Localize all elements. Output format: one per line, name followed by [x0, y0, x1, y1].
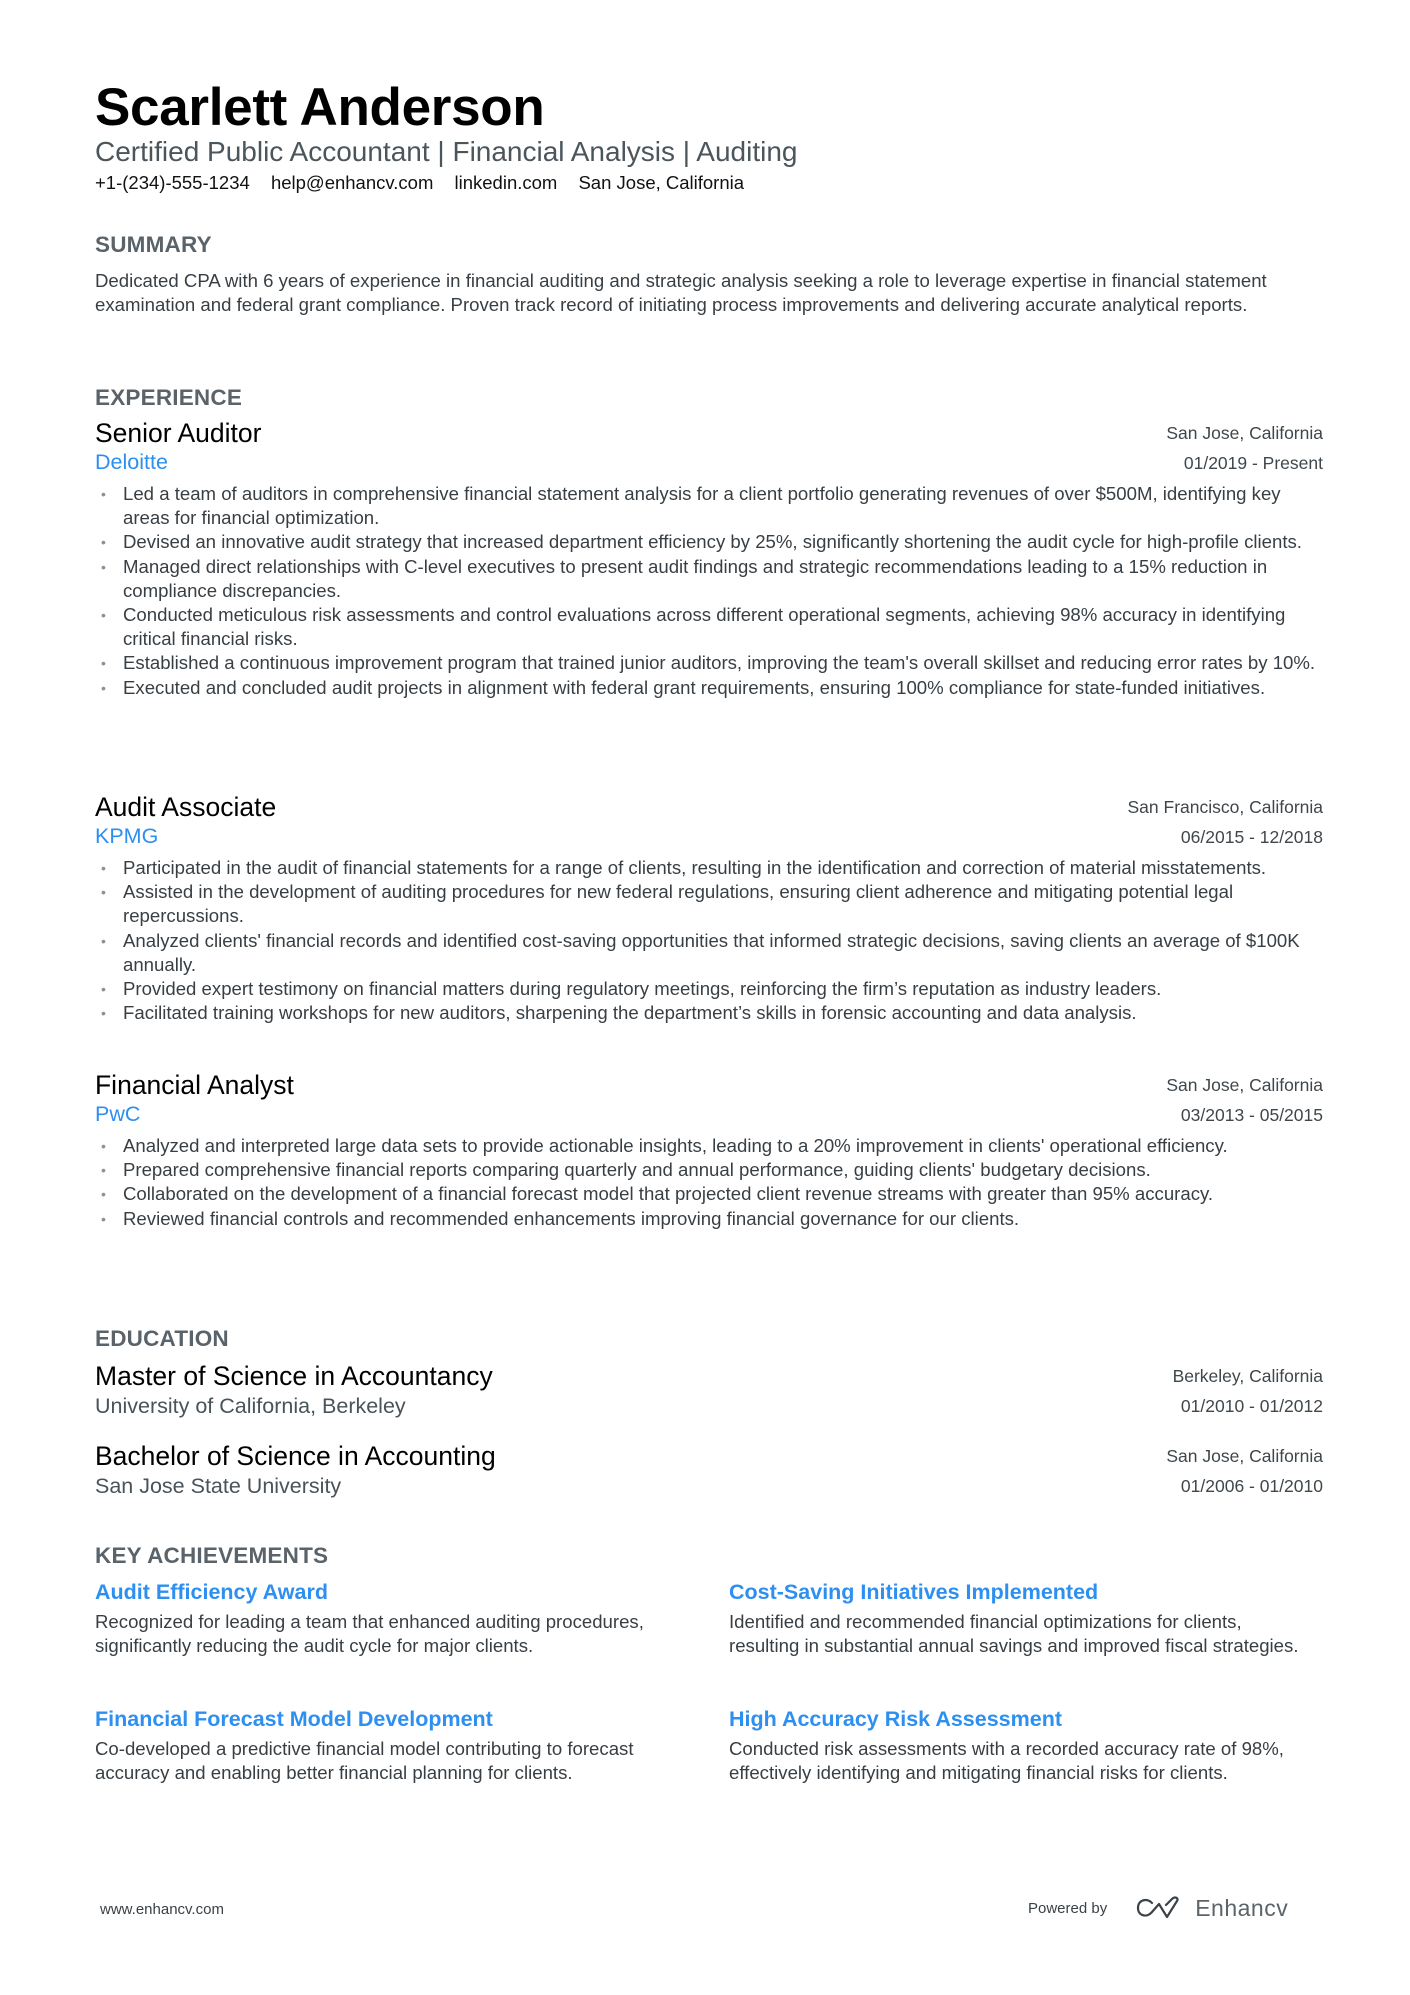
bullet-icon: •	[101, 655, 106, 672]
achievement-description: Conducted risk assessments with a recorded accuracy rate of 98%, effectively identifying and mitigating financial risks for clients.	[729, 1738, 1284, 1784]
achievement-item	[729, 1705, 1309, 1785]
headline: Certified Public Accountant | Financial Analysis | Auditing	[95, 136, 798, 167]
enhancv-logo-icon	[1135, 1896, 1183, 1920]
section-title-experience: EXPERIENCE	[95, 385, 243, 410]
achievement-item	[95, 1578, 675, 1658]
degree: Master of Science in Accountancy	[95, 1361, 493, 1391]
bullet-text: Devised an innovative audit strategy that increased department efficiency by 25%, significantly shortening the audit cycle for high-profile clients.	[123, 531, 1302, 553]
bullet-item	[95, 880, 1323, 928]
bullet-icon: •	[101, 558, 106, 575]
bullet-icon: •	[101, 884, 106, 901]
location: San Jose, California	[578, 172, 745, 193]
job-location: San Jose, California	[1166, 1075, 1323, 1095]
bullet-icon: •	[101, 1138, 106, 1154]
bullet-icon: •	[101, 607, 106, 624]
job-bullets	[95, 856, 1323, 1025]
phone: +1-(234)-555-1234	[95, 172, 250, 193]
bullet-item	[95, 482, 1323, 530]
achievement-description: Co-developed a predictive financial model contributing to forecast accuracy and enabling better financial planning for clients.	[95, 1738, 634, 1784]
bullet-icon: •	[101, 1186, 106, 1203]
bullet-text: Assisted in the development of auditing procedures for new federal regulations, ensuring client adherence and mitigating potential legal repercussions.	[123, 881, 1234, 927]
bullet-item	[95, 676, 1323, 700]
bullet-text: Collaborated on the development of a financial forecast model that projected client revenue streams with greater than 95% accuracy.	[123, 1183, 1214, 1205]
bullet-text: Prepared comprehensive financial reports comparing quarterly and annual performance, guiding clients' budgetary decisions.	[123, 1159, 1151, 1181]
bullet-text: Conducted meticulous risk assessments and control evaluations across different operational segments, achieving 98% accuracy in identifying critical financial risks.	[123, 604, 1286, 650]
summary-text: Dedicated CPA with 6 years of experience in financial auditing and strategic analysis seeking a role to leverage expertise in financial statement examination and federal grant compliance. Proven track record of initiating process improvements and delivering accurate analytical reports.	[95, 270, 1267, 316]
education-dates: 01/2010 - 01/2012	[1180, 1396, 1323, 1416]
linkedin-link[interactable]: linkedin.com	[454, 172, 558, 193]
job-entry	[95, 1070, 1323, 1231]
job-dates: 01/2019 - Present	[1183, 453, 1323, 473]
job-title: Senior Auditor	[95, 418, 262, 448]
education-entry	[95, 1361, 1323, 1421]
bullet-text: Led a team of auditors in comprehensive financial statement analysis for a client portfolio generating revenues of over $500M, identifying key areas for financial optimization.	[123, 483, 1281, 529]
achievement-item	[95, 1705, 675, 1785]
bullet-text: Participated in the audit of financial statements for a range of clients, resulting in the identification and correction of material misstatements.	[123, 857, 1267, 878]
bullet-item	[95, 929, 1323, 977]
bullet-text: Analyzed and interpreted large data sets to provide actionable insights, leading to a 20% improvement in clients' operational efficiency.	[123, 1135, 1228, 1156]
bullet-item	[95, 530, 1323, 554]
job-dates: 06/2015 - 12/2018	[1180, 827, 1323, 847]
powered-by-label: Powered by	[1028, 1899, 1108, 1917]
job-bullets	[95, 1134, 1323, 1231]
bullet-item	[95, 555, 1323, 603]
contact-bar	[95, 172, 760, 194]
achievement-description: Recognized for leading a team that enhanced auditing procedures, significantly reducing the audit cycle for major clients.	[95, 1611, 644, 1657]
job-title: Audit Associate	[95, 792, 277, 822]
bullet-text: Executed and concluded audit projects in alignment with federal grant requirements, ensuring 100% compliance for state-funded initiatives.	[123, 676, 1266, 698]
section-title-achievements: KEY ACHIEVEMENTS	[95, 1543, 329, 1568]
bullet-item	[95, 1001, 1323, 1025]
bullet-icon: •	[101, 981, 106, 998]
bullet-text: Managed direct relationships with C-level executives to present audit findings and strategic recommendations leading to a 15% reduction in compliance discrepancies.	[123, 555, 1268, 601]
bullet-item	[95, 977, 1323, 1001]
bullet-icon: •	[101, 1210, 106, 1227]
bullet-icon: •	[101, 932, 106, 949]
achievement-title: Cost-Saving Initiatives Implemented	[729, 1580, 1099, 1604]
job-entry	[95, 418, 1323, 700]
job-title: Financial Analyst	[95, 1070, 294, 1100]
education-location: San Jose, California	[1166, 1446, 1323, 1466]
footer-website-link[interactable]: www.enhancv.com	[100, 1901, 224, 1918]
bullet-text: Facilitated training workshops for new auditors, sharpening the department’s skills in forensic accounting and data analysis.	[123, 1002, 1137, 1024]
job-location: San Francisco, California	[1127, 797, 1323, 817]
job-location: San Jose, California	[1166, 423, 1323, 443]
education-dates: 01/2006 - 01/2010	[1180, 1476, 1323, 1496]
bullet-item	[95, 651, 1323, 675]
bullet-icon: •	[101, 1005, 106, 1022]
achievement-item	[729, 1578, 1309, 1658]
bullet-icon: •	[101, 679, 106, 696]
section-title-summary: SUMMARY	[95, 232, 212, 257]
company-name: KPMG	[95, 824, 159, 848]
job-meta	[1166, 418, 1323, 478]
email-link[interactable]: help@enhancv.com	[270, 172, 434, 193]
education-meta	[1166, 1441, 1323, 1501]
job-entry	[95, 792, 1323, 1025]
bullet-icon: •	[101, 534, 106, 551]
section-title-education: EDUCATION	[95, 1326, 229, 1351]
candidate-name: Scarlett Anderson	[95, 78, 545, 137]
bullet-icon: •	[101, 1162, 106, 1179]
achievement-title: High Accuracy Risk Assessment	[729, 1707, 1062, 1731]
job-bullets	[95, 482, 1323, 700]
education-meta	[1173, 1361, 1323, 1421]
bullet-item	[95, 603, 1323, 651]
job-meta	[1128, 792, 1324, 852]
powered-by	[1028, 1894, 1288, 1922]
achievement-title: Financial Forecast Model Development	[95, 1707, 493, 1731]
bullet-item	[95, 1158, 1323, 1182]
bullet-icon: •	[101, 860, 106, 876]
bullet-text: Analyzed clients' financial records and identified cost-saving opportunities that informed strategic decisions, saving clients an average of $100K annually.	[123, 929, 1300, 975]
company-name: PwC	[95, 1102, 141, 1126]
enhancv-brand: Enhancv	[1195, 1894, 1289, 1921]
bullet-item	[95, 1182, 1323, 1206]
company-name: Deloitte	[95, 450, 168, 474]
degree: Bachelor of Science in Accounting	[95, 1441, 496, 1471]
school: University of California, Berkeley	[95, 1394, 406, 1418]
education-entry	[95, 1441, 1323, 1501]
bullet-text: Provided expert testimony on financial matters during regulatory meetings, reinforcing the firm’s reputation as industry leaders.	[123, 978, 1162, 1000]
bullet-item	[95, 1134, 1323, 1158]
achievement-description: Identified and recommended financial optimizations for clients, resulting in substantial annual savings and improved fiscal strategies.	[729, 1611, 1299, 1657]
job-dates: 03/2013 - 05/2015	[1180, 1105, 1323, 1125]
bullet-item	[95, 1207, 1323, 1231]
bullet-text: Established a continuous improvement program that trained junior auditors, improving the team's overall skillset and reducing error rates by 10%.	[123, 652, 1316, 674]
bullet-item	[95, 856, 1323, 880]
education-location: Berkeley, California	[1172, 1366, 1323, 1386]
bullet-icon: •	[101, 486, 106, 502]
job-meta	[1166, 1070, 1323, 1130]
bullet-text: Reviewed financial controls and recommended enhancements improving financial governance for our clients.	[123, 1207, 1020, 1229]
school: San Jose State University	[95, 1474, 342, 1498]
achievement-title: Audit Efficiency Award	[95, 1580, 328, 1604]
